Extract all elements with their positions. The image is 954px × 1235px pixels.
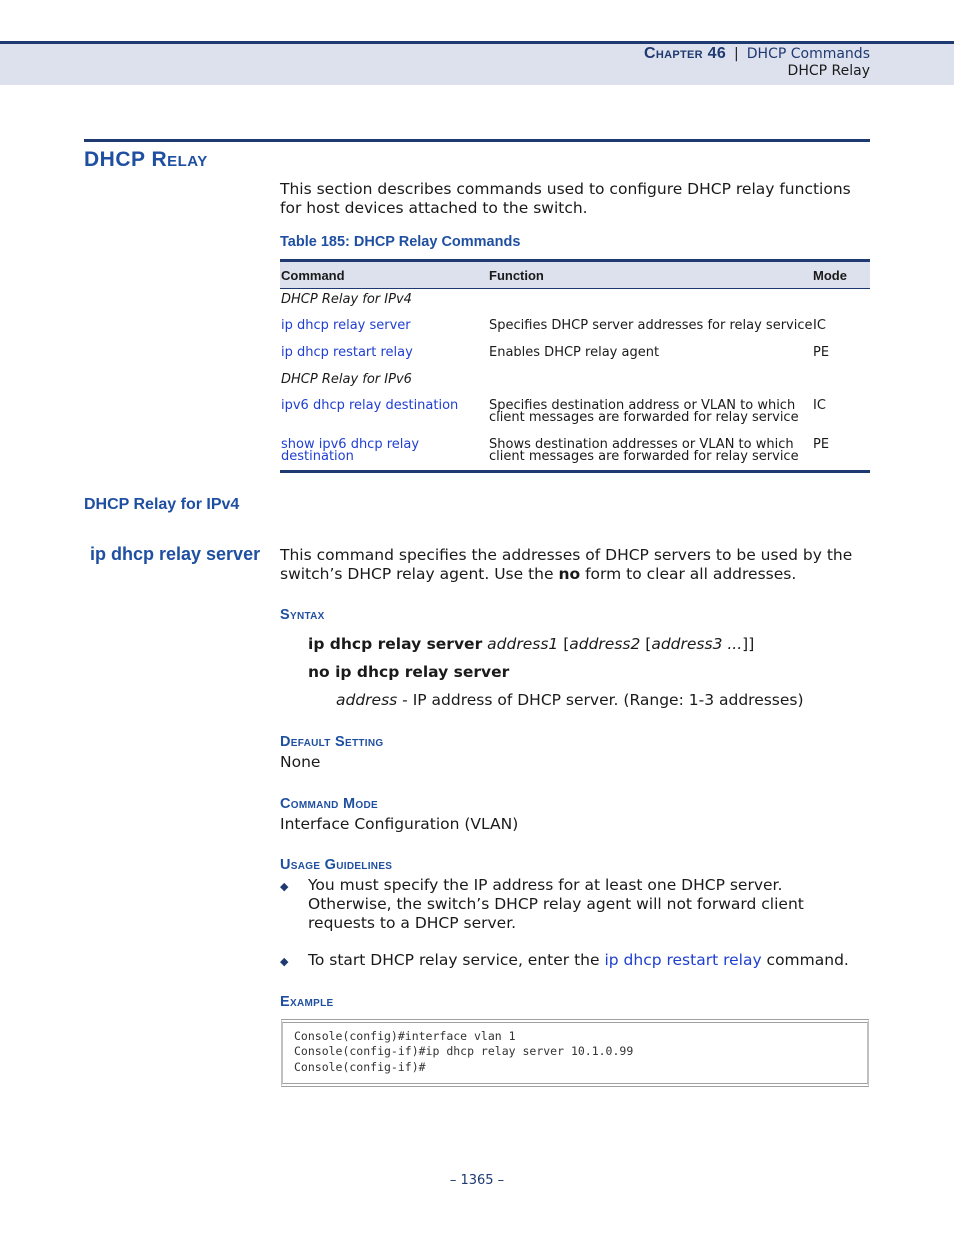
default-setting-heading: Default Setting xyxy=(280,734,384,750)
table-cell-function: client messages are forwarded for relay service xyxy=(489,449,799,464)
syntax-line-2: no ip dhcp relay server xyxy=(308,663,510,681)
header-section: DHCP Relay xyxy=(787,63,870,79)
syntax-line-1: ip dhcp relay server address1 [address2 [address3 ...]] xyxy=(308,635,755,653)
table-cmd-link[interactable]: show ipv6 dhcp relay xyxy=(281,437,420,452)
description-line: This command specifies the addresses of DHCP servers to be used by the xyxy=(280,546,853,564)
parameter-name: address xyxy=(336,691,398,709)
col-header-mode: Mode xyxy=(813,268,847,283)
subsection-heading: DHCP Relay for IPv4 xyxy=(84,496,240,513)
header-separator: | xyxy=(734,46,739,62)
syntax-heading: Syntax xyxy=(280,607,325,623)
usage-guidelines-heading: Usage Guidelines xyxy=(280,857,393,873)
diamond-bullet-icon: ◆ xyxy=(280,955,289,968)
table-cell-function: Enables DHCP relay agent xyxy=(489,345,660,360)
command-heading: ip dhcp relay server xyxy=(90,544,261,564)
bold-no: no xyxy=(558,565,581,583)
example-heading: Example xyxy=(280,994,334,1010)
header-chapter-title: DHCP Commands xyxy=(746,46,870,62)
description-line: switch’s DHCP relay agent. Use the no form to clear all addresses. xyxy=(280,565,797,583)
header-chapter-line xyxy=(644,45,870,63)
usage-item: You must specify the IP address for at least one DHCP server. Otherwise, the switch’s DHCP relay agent will not forward client requests to a DHCP server. xyxy=(308,876,804,932)
code-line: Console(config)#interface vlan 1 xyxy=(294,1029,516,1043)
table-category: DHCP Relay for IPv6 xyxy=(281,372,412,387)
col-header-function: Function xyxy=(489,268,544,283)
command-mode-value: Interface Configuration (VLAN) xyxy=(280,815,519,833)
table-cell-function: Specifies DHCP server addresses for relay service xyxy=(489,318,813,333)
restart-relay-link[interactable]: ip dhcp restart relay xyxy=(604,951,762,969)
usage-item: To start DHCP relay service, enter the ip dhcp restart relay command. xyxy=(308,951,849,969)
command-description xyxy=(280,546,870,584)
table-category: DHCP Relay for IPv4 xyxy=(281,292,412,307)
table-cell-function: Specifies destination address or VLAN to which xyxy=(489,398,796,413)
page-number: – 1365 – xyxy=(449,1173,505,1188)
table-cell-mode: PE xyxy=(813,437,830,452)
section-rule xyxy=(84,139,870,142)
diamond-bullet-icon: ◆ xyxy=(280,880,289,893)
default-setting-value: None xyxy=(280,753,321,771)
table-caption: Table 185: DHCP Relay Commands xyxy=(280,234,521,250)
col-header-command: Command xyxy=(281,268,345,283)
intro-paragraph: This section describes commands used to configure DHCP relay functions for host devices attached to the switch. xyxy=(280,180,851,217)
header-chapter: Chapter 46 xyxy=(644,45,727,62)
table-cmd-link[interactable]: ip dhcp relay server xyxy=(281,318,411,333)
table-cmd-link[interactable]: ip dhcp restart relay xyxy=(281,345,413,360)
section-title: DHCP Relay xyxy=(84,148,208,171)
command-mode-heading: Command Mode xyxy=(280,796,378,812)
table-cmd-link[interactable]: ipv6 dhcp relay destination xyxy=(281,398,459,413)
table-header-row xyxy=(280,259,870,289)
code-line: Console(config-if)# xyxy=(294,1060,426,1074)
table-cell-mode: IC xyxy=(813,318,826,333)
table-cmd-link[interactable]: destination xyxy=(281,449,354,464)
table-bottom-rule xyxy=(280,470,870,473)
parameter-description: - IP address of DHCP server. (Range: 1-3 addresses) xyxy=(397,691,804,709)
table-cell-mode: IC xyxy=(813,398,826,413)
table-cell-function: Shows destination addresses or VLAN to which xyxy=(489,437,794,452)
table-cell-function: client messages are forwarded for relay service xyxy=(489,410,799,425)
code-line: Console(config-if)#ip dhcp relay server 10.1.0.99 xyxy=(294,1044,634,1058)
table-cell-mode: PE xyxy=(813,345,830,360)
parameter-line xyxy=(336,691,804,709)
